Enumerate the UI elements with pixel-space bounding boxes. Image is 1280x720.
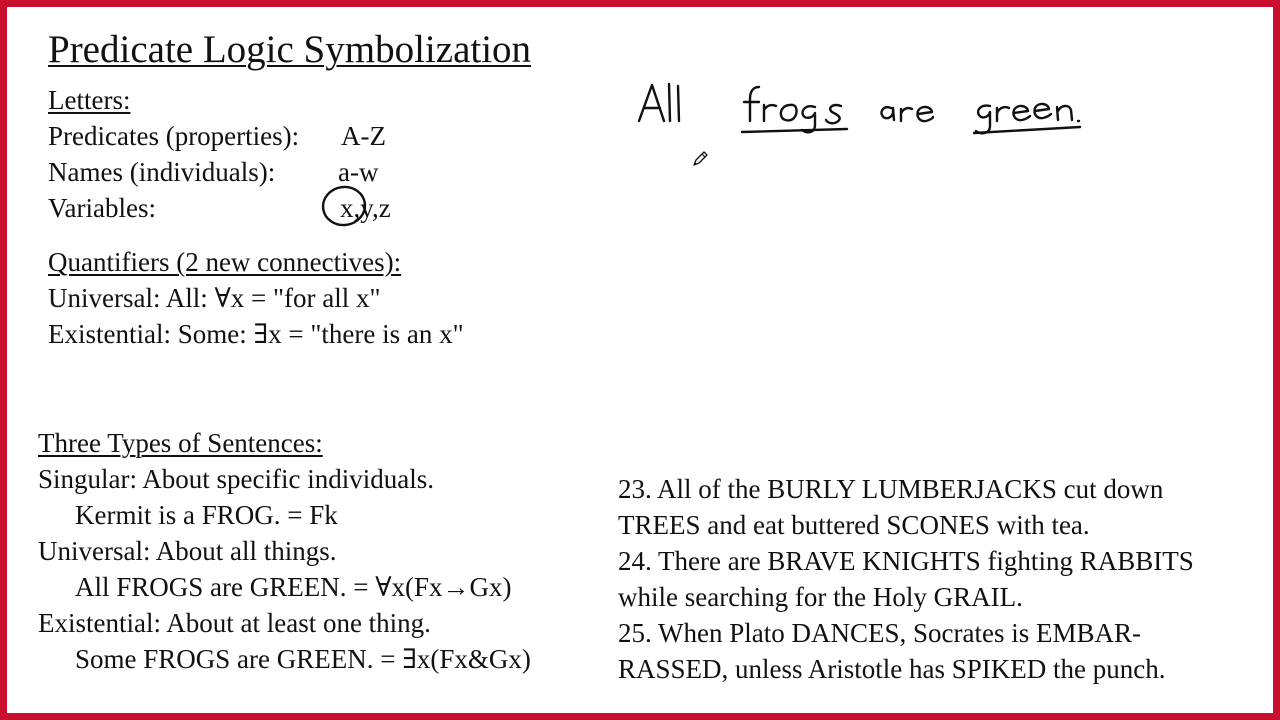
exercise-line: while searching for the Holy GRAIL. xyxy=(618,582,1023,612)
variables-label: Variables: xyxy=(48,193,156,223)
existential-quantifier: Existential: Some: ∃x = "there is an x" xyxy=(48,319,464,349)
sentence-types-heading: Three Types of Sentences: xyxy=(38,428,323,458)
names-value: a-w xyxy=(338,157,379,187)
universal-example: All FROGS are GREEN. = ∀x(Fx→Gx) xyxy=(75,572,512,602)
pen-cursor-icon xyxy=(691,148,711,168)
letters-heading: Letters: xyxy=(48,85,131,115)
singular-definition: Singular: About specific individuals. xyxy=(38,464,434,494)
singular-example: Kermit is a FROG. = Fk xyxy=(75,500,338,530)
exercise-line: 25. When Plato DANCES, Socrates is EMBAR- xyxy=(618,618,1141,648)
universal-quantifier: Universal: All: ∀x = "for all x" xyxy=(48,283,381,313)
exercise-line: 24. There are BRAVE KNIGHTS fighting RABBITS xyxy=(618,546,1194,576)
exercise-line: RASSED, unless Aristotle has SPIKED the punch. xyxy=(618,654,1166,684)
names-label: Names (individuals): xyxy=(48,157,276,187)
predicates-label: Predicates (properties): xyxy=(48,121,300,151)
exercise-line: 23. All of the BURLY LUMBERJACKS cut down xyxy=(618,474,1164,504)
handwritten-word-frogs xyxy=(742,87,847,132)
existential-definition: Existential: About at least one thing. xyxy=(38,608,431,638)
handwritten-word-are xyxy=(881,107,933,121)
existential-example: Some FROGS are GREEN. = ∃x(Fx&Gx) xyxy=(75,644,531,674)
page-title: Predicate Logic Symbolization xyxy=(48,28,532,71)
handwritten-word-all xyxy=(639,84,679,121)
handwritten-word-green xyxy=(974,104,1080,133)
universal-definition: Universal: About all things. xyxy=(38,536,337,566)
predicates-value: A-Z xyxy=(341,121,386,151)
exercise-line: TREES and eat buttered SCONES with tea. xyxy=(618,510,1090,540)
variables-value: x,y,z xyxy=(340,193,391,223)
quantifiers-heading: Quantifiers (2 new connectives): xyxy=(48,247,402,277)
